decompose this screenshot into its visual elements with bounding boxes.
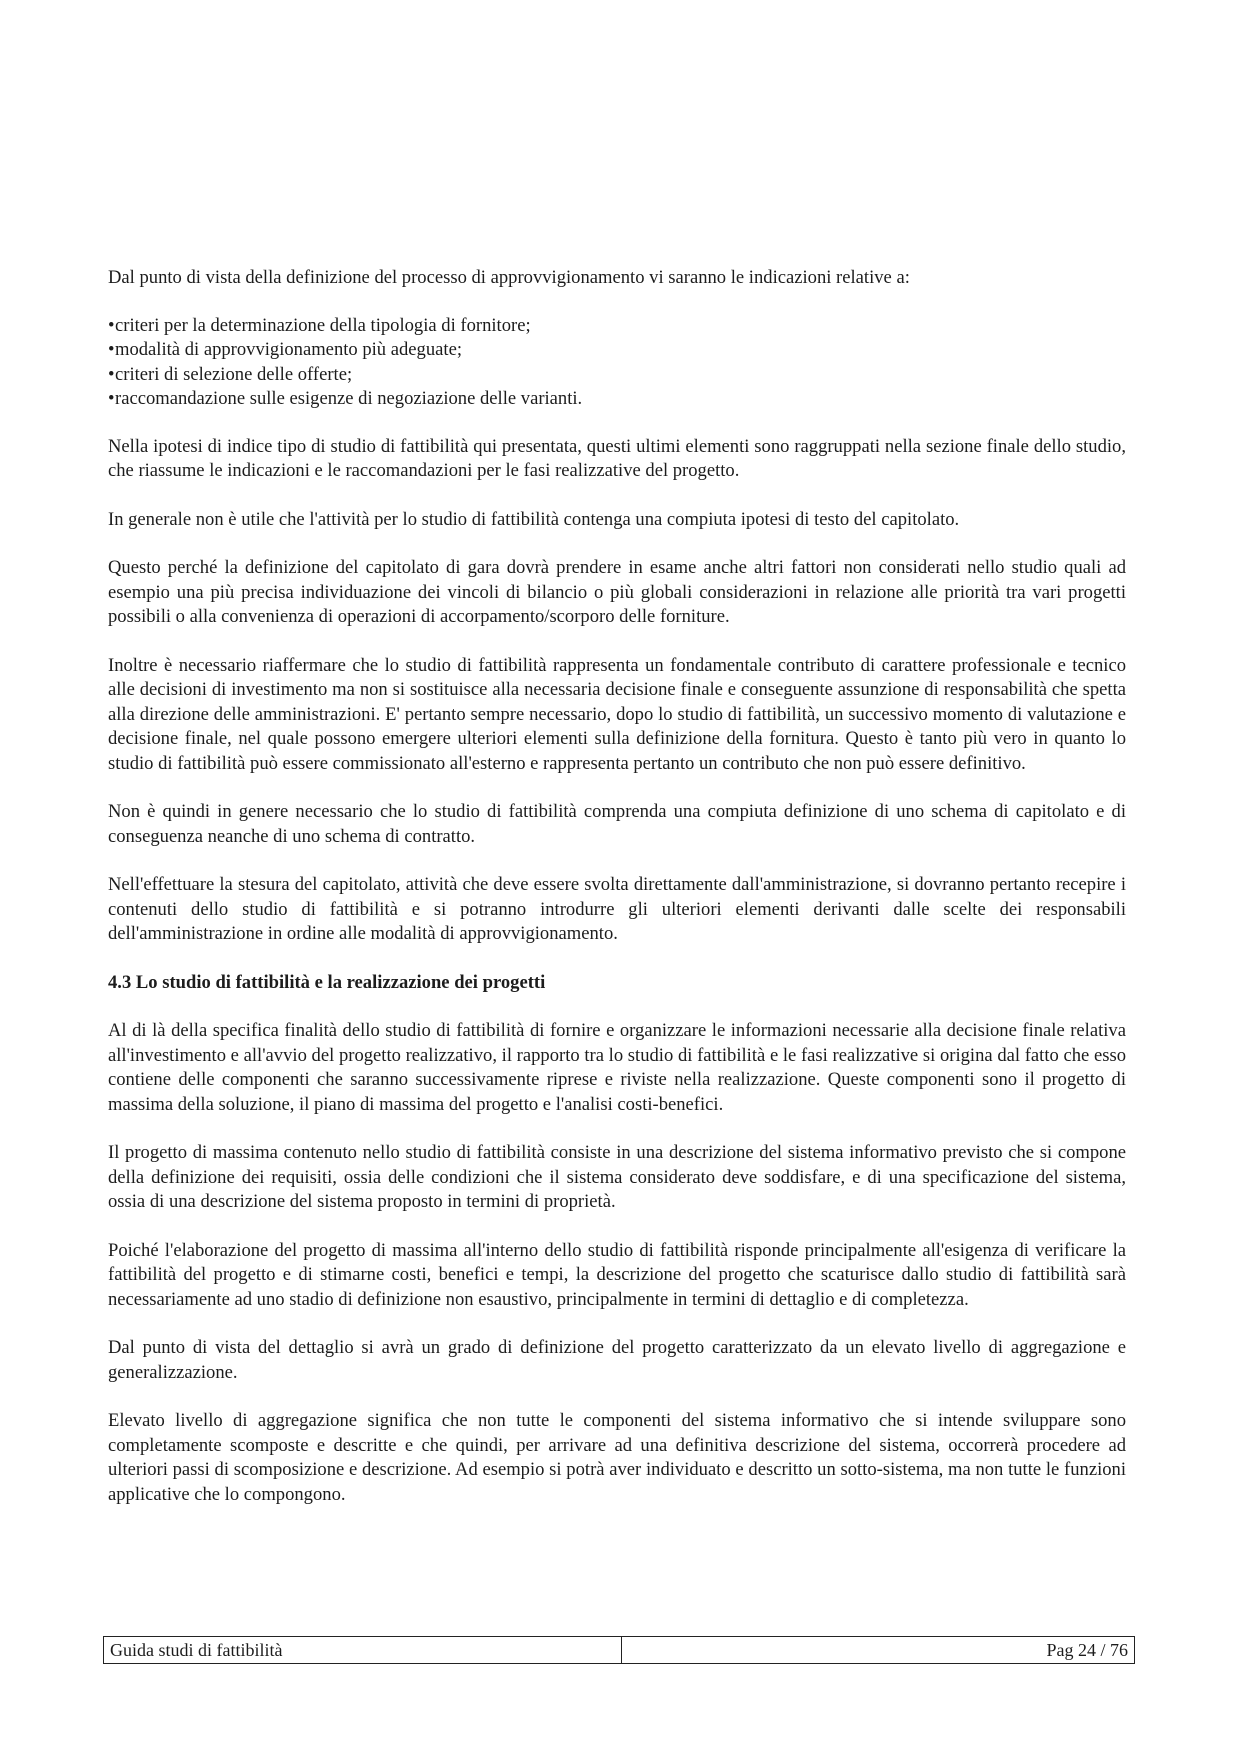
footer-title: Guida studi di fattibilità	[104, 1637, 622, 1663]
paragraph: Nell'effettuare la stesura del capitolato, attività che deve essere svolta direttamente dall'amministrazione, si dovranno pertanto recepire i contenuti dello studio di fattibilità e si potranno introdurre gli ulteriori elementi derivanti dalle scelte dei responsabili dell'amministrazione in ordine alle modalità di approvvigionamento.	[108, 874, 1126, 944]
list-item: •raccomandazione sulle esigenze di negoziazione delle varianti.	[108, 387, 1126, 412]
bullet-icon: •	[108, 314, 115, 336]
bullet-icon: •	[108, 339, 115, 360]
paragraph: Nella ipotesi di indice tipo di studio di fattibilità qui presentata, questi ultimi elementi sono raggruppati nella sezione finale dello studio, che riassume le indicazioni e le raccomandazioni per le fasi realizzative del progetto.	[108, 435, 1126, 481]
paragraph: Poiché l'elaborazione del progetto di massima all'interno dello studio di fattibilità risponde principalmente all'esigenza di verificare la fattibilità del progetto e di stimarne costi, benefici e tempi, la descrizione del progetto che scaturisce dallo studio di fattibilità sarà necessariamente ad uno stadio di definizione non esaustivo, principalmente in termini di dettaglio e di completezza.	[108, 1239, 1126, 1310]
paragraph: Dal punto di vista del dettaglio si avrà un grado di definizione del progetto caratterizzato da un elevato livello di aggregazione e generalizzazione.	[108, 1337, 1126, 1383]
page-body	[108, 266, 1126, 1531]
section-heading: 4.3 Lo studio di fattibilità e la realizzazione dei progetti	[108, 971, 546, 993]
page-footer	[103, 1636, 1135, 1664]
paragraph: Questo perché la definizione del capitolato di gara dovrà prendere in esame anche altri fattori non considerati nello studio quali ad esempio una più precisa individuazione dei vincoli di bilancio o più globali considerazioni in relazione alle priorità tra vari progetti possibili o alla convenienza di operazioni di accorpamento/scorporo delle forniture.	[108, 557, 1126, 627]
paragraph: Inoltre è necessario riaffermare che lo studio di fattibilità rappresenta un fondamentale contributo di carattere professionale e tecnico alle decisioni di investimento ma non si sostituisce alla necessaria decisione finale e conseguente assunzione di responsabilità che spetta alla direzione delle amministrazioni. E' pertanto sempre necessario, dopo lo studio di fattibilità, un successivo momento di valutazione e decisione finale, nel quale possono emergere ulteriori elementi sulla definizione della fornitura. Questo è tanto più vero in quanto lo studio di fattibilità può essere commissionato all'esterno e rappresenta pertanto un contributo che non può essere definitivo.	[108, 654, 1126, 774]
list-item: •modalità di approvvigionamento più adeguate;	[108, 338, 1126, 363]
bullet-list	[108, 314, 1126, 412]
paragraph: In generale non è utile che l'attività per lo studio di fattibilità contenga una compiuta ipotesi di testo del capitolato.	[108, 508, 960, 530]
paragraph: Non è quindi in genere necessario che lo studio di fattibilità comprenda una compiuta definizione di uno schema di capitolato e di conseguenza neanche di uno schema di contratto.	[108, 801, 1126, 847]
bullet-icon: •	[108, 388, 115, 409]
page-number: Pag 24 / 76	[1046, 1640, 1128, 1660]
intro-paragraph: Dal punto di vista della definizione del processo di approvvigionamento vi saranno le indicazioni relative a:	[108, 267, 910, 288]
paragraph: Il progetto di massima contenuto nello studio di fattibilità consiste in una descrizione del sistema informativo previsto che si compone della definizione dei requisiti, ossia delle condizioni che il sistema considerato deve soddisfare, e di una specificazione del sistema, ossia di una descrizione del sistema proposto in termini di proprietà.	[108, 1142, 1126, 1212]
paragraph: Elevato livello di aggregazione significa che non tutte le componenti del sistema informativo che si intende sviluppare sono completamente scomposte e descritte e che quindi, per arrivare ad una definitiva descrizione del sistema, occorrerà procedere ad ulteriori passi di scomposizione e descrizione. Ad esempio si potrà aver individuato e descritto un sotto-sistema, ma non tutte le funzioni applicative che lo compongono.	[108, 1410, 1126, 1505]
list-item: •criteri per la determinazione della tipologia di fornitore;	[108, 314, 1126, 339]
list-item: •criteri di selezione delle offerte;	[108, 363, 1126, 388]
bullet-icon: •	[108, 363, 115, 385]
paragraph: Al di là della specifica finalità dello studio di fattibilità di fornire e organizzare le informazioni necessarie alla decisione finale relativa all'investimento e all'avvio del progetto realizzativo, il rapporto tra lo studio di fattibilità e le fasi realizzative si origina dal fatto che esso contiene delle componenti che saranno successivamente riprese e riviste nella realizzazione. Queste componenti sono il progetto di massima della soluzione, il piano di massima del progetto e l'analisi costi-benefici.	[108, 1020, 1126, 1115]
